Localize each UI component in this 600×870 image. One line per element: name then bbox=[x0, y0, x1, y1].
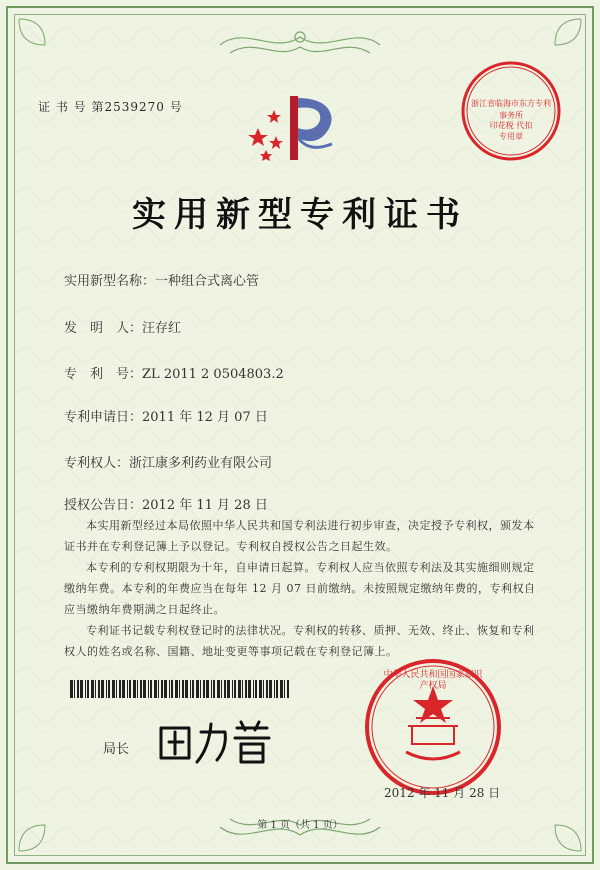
barcode-bar bbox=[143, 680, 146, 698]
field-grant-date bbox=[64, 494, 268, 513]
field-inventor bbox=[64, 317, 181, 336]
barcode-bar bbox=[266, 680, 268, 698]
barcode-bar bbox=[112, 680, 115, 698]
barcode-bar bbox=[190, 680, 191, 698]
barcode-bar bbox=[196, 680, 199, 698]
barcode-bar bbox=[164, 680, 167, 698]
barcode-bar bbox=[148, 680, 149, 698]
official-seal bbox=[362, 656, 504, 798]
field-value: 一种组合式离心管 bbox=[155, 274, 260, 289]
barcode-bar bbox=[101, 680, 104, 698]
field-value: 2012 年 11 月 28 日 bbox=[142, 498, 268, 513]
barcode-bar bbox=[280, 680, 283, 698]
barcode-bar bbox=[85, 680, 86, 698]
tax-stamp-ring-label: 浙江省临海市东方专利事务所 bbox=[471, 99, 551, 120]
barcode-bar bbox=[119, 680, 121, 698]
barcode-bar bbox=[122, 680, 125, 698]
barcode-bar bbox=[221, 680, 222, 698]
barcode-bar bbox=[87, 680, 89, 698]
field-label: 专 利 号： bbox=[64, 367, 143, 382]
barcode-bar bbox=[255, 680, 257, 698]
barcode-bar bbox=[129, 680, 131, 698]
field-patentee bbox=[64, 452, 272, 471]
barcode-bar bbox=[150, 680, 152, 698]
barcode-bar bbox=[140, 680, 142, 698]
barcode-bar bbox=[133, 680, 136, 698]
director-signature bbox=[155, 718, 275, 766]
barcode-bar bbox=[137, 680, 138, 698]
barcode bbox=[70, 680, 290, 698]
certificate-number: 证 书 号 第2539270 号 bbox=[38, 100, 183, 114]
barcode-bar bbox=[224, 680, 226, 698]
barcode-bar bbox=[200, 680, 201, 698]
field-label: 发 明 人： bbox=[64, 321, 143, 336]
barcode-bar bbox=[259, 680, 262, 698]
barcode-bar bbox=[287, 680, 289, 698]
barcode-bar bbox=[108, 680, 110, 698]
barcode-bar bbox=[182, 680, 184, 698]
barcode-bar bbox=[171, 680, 173, 698]
barcode-bar bbox=[203, 680, 205, 698]
official-seal-ring-label: 中华人民共和国国家知识产权局 bbox=[383, 670, 483, 691]
barcode-bar bbox=[179, 680, 180, 698]
barcode-bar bbox=[77, 680, 79, 698]
barcode-bar bbox=[227, 680, 230, 698]
barcode-bar bbox=[74, 680, 75, 698]
tax-stamp-center-label: 印花税 代扣专用章 bbox=[489, 121, 533, 141]
barcode-bar bbox=[98, 680, 100, 698]
field-label: 专利权人： bbox=[64, 456, 130, 471]
barcode-bar bbox=[238, 680, 241, 698]
barcode-bar bbox=[158, 680, 159, 698]
sipo-logo bbox=[246, 88, 346, 168]
barcode-bar bbox=[217, 680, 220, 698]
barcode-bar bbox=[70, 680, 73, 698]
barcode-bar bbox=[106, 680, 107, 698]
barcode-bar bbox=[185, 680, 188, 698]
field-patent-number bbox=[64, 363, 284, 382]
barcode-bar bbox=[253, 680, 254, 698]
barcode-bar bbox=[232, 680, 233, 698]
barcode-bar bbox=[242, 680, 243, 698]
barcode-bar bbox=[154, 680, 157, 698]
paragraph-register: 专利证书记载专利权登记时的法律状况。专利权的转移、质押、无效、终止、恢复和专利权人的姓名或名称、国籍、地址变更等事项记载在专利登记簿上。 bbox=[64, 624, 535, 658]
barcode-bar bbox=[80, 680, 83, 698]
barcode-bar bbox=[248, 680, 251, 698]
field-label: 专利申请日： bbox=[64, 410, 143, 425]
certificate-title: 实用新型专利证书 bbox=[132, 195, 468, 235]
paragraph-term: 本专利的专利权期限为十年，自申请日起算。专利权人应当依照专利法及其实施细则规定缴纳年费。本专利的年费应当在每年 12 月 07 日前缴纳。未按照规定缴纳年费的，专利权自应当缴纳年费期满之日起终止。 bbox=[64, 561, 536, 616]
barcode-bar bbox=[116, 680, 117, 698]
barcode-bar bbox=[192, 680, 194, 698]
seal-date: 2012 年 11 月 28 日 bbox=[384, 786, 501, 800]
field-label: 实用新型名称： bbox=[64, 274, 156, 289]
barcode-bar bbox=[213, 680, 215, 698]
tax-stamp-text bbox=[468, 68, 554, 154]
field-label: 授权公告日： bbox=[64, 498, 143, 513]
barcode-bar bbox=[127, 680, 128, 698]
field-application-date bbox=[64, 406, 268, 425]
barcode-bar bbox=[206, 680, 209, 698]
field-value: ZL 2011 2 0504803.2 bbox=[142, 367, 284, 382]
barcode-bar bbox=[211, 680, 212, 698]
barcode-bar bbox=[276, 680, 278, 698]
field-value: 2011 年 12 月 07 日 bbox=[142, 410, 268, 425]
paragraph-grant: 本实用新型经过本局依照中华人民共和国专利法进行初步审查，决定授予专利权，颁发本证书并在专利登记簿上予以登记。专利权自授权公告之日起生效。 bbox=[64, 519, 535, 553]
barcode-bar bbox=[269, 680, 272, 698]
barcode-bar bbox=[91, 680, 94, 698]
barcode-bar bbox=[175, 680, 178, 698]
field-utility-model-name bbox=[64, 270, 259, 289]
field-value: 浙江康多利药业有限公司 bbox=[129, 456, 273, 471]
barcode-bar bbox=[95, 680, 96, 698]
director-label: 局长 bbox=[103, 742, 130, 757]
barcode-bar bbox=[263, 680, 264, 698]
page-footer: 第 1 页（共 1 页） bbox=[257, 820, 343, 831]
barcode-bar bbox=[234, 680, 236, 698]
barcode-bar bbox=[161, 680, 163, 698]
barcode-bar bbox=[274, 680, 275, 698]
barcode-bar bbox=[245, 680, 247, 698]
field-value: 汪存红 bbox=[142, 321, 182, 336]
barcode-bar bbox=[284, 680, 285, 698]
barcode-bar bbox=[169, 680, 170, 698]
